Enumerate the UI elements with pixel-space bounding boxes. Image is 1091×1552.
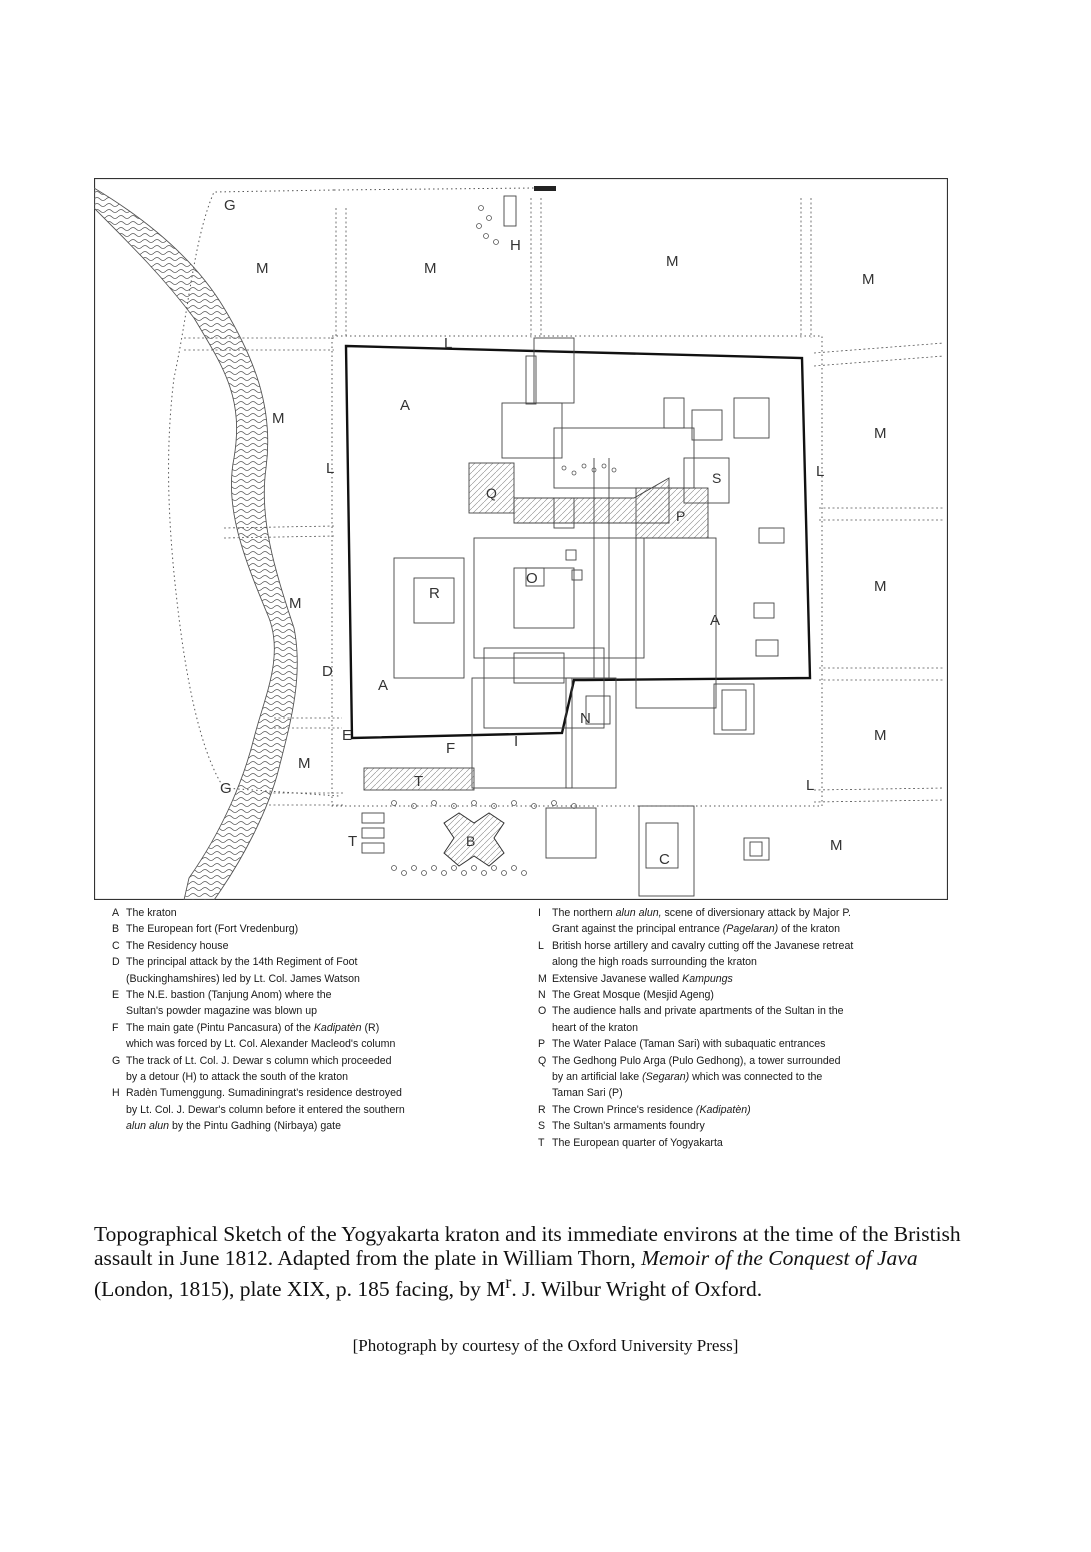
legend-key: B xyxy=(112,923,120,936)
legend-text-part: Kampungs xyxy=(682,972,733,985)
legend-entry xyxy=(538,1069,948,1085)
label-l-north: L xyxy=(444,335,453,352)
legend-text: Sultan's powder magazine was blown up xyxy=(126,1005,318,1018)
legend-left xyxy=(112,905,522,1135)
legend-text-part: (Kadipatèn) xyxy=(695,1103,751,1116)
label-m-8: M xyxy=(874,578,887,595)
legend-text: The N.E. bastion (Tanjung Anom) where the xyxy=(126,989,332,1002)
legend-text: The Residency house xyxy=(126,939,229,952)
legend-entry xyxy=(112,938,522,954)
legend-text: by a detour (H) to attack the south of the kraton xyxy=(126,1071,349,1084)
legend-text xyxy=(552,1102,948,1118)
legend-entry xyxy=(112,987,522,1003)
label-m-5: M xyxy=(272,410,285,427)
label-i: I xyxy=(514,733,519,750)
legend-text xyxy=(126,1118,522,1134)
legend-key: P xyxy=(538,1038,546,1051)
legend-key: D xyxy=(112,956,120,969)
legend-key: Q xyxy=(538,1054,547,1067)
kraton-buildings xyxy=(394,338,784,728)
label-o: O xyxy=(526,570,538,587)
label-n: N xyxy=(580,710,591,727)
legend-text-part: alun alun xyxy=(126,1120,170,1133)
label-m-11: M xyxy=(830,837,843,854)
label-m-9: M xyxy=(298,755,311,772)
legend-entry xyxy=(112,1036,522,1052)
legend-key: C xyxy=(112,939,120,952)
legend-text-part: The Crown Prince's residence xyxy=(552,1103,696,1116)
legend-entry xyxy=(538,1036,948,1052)
legend-entry xyxy=(112,954,522,970)
legend-entry xyxy=(112,1069,522,1085)
legend-key: F xyxy=(112,1021,119,1034)
legend-text-part: Kadipatèn xyxy=(313,1021,362,1034)
legend-entry xyxy=(538,1003,948,1019)
legend-entry xyxy=(538,1020,948,1036)
legend-key: N xyxy=(538,989,546,1002)
legend-entry xyxy=(112,1085,522,1101)
legend-text: The principal attack by the 14th Regiment of Foot xyxy=(126,956,358,969)
legend-entry xyxy=(538,1135,948,1151)
legend-entry xyxy=(112,971,522,987)
label-l-south: L xyxy=(806,777,815,794)
legend-text: Taman Sari (P) xyxy=(552,1087,623,1100)
legend-key: G xyxy=(112,1054,121,1067)
legend-text: by Lt. Col. J. Dewar's column before it entered the southern xyxy=(126,1103,405,1116)
legend-text: The track of Lt. Col. J. Dewar s column which proceeded xyxy=(126,1054,392,1067)
legend-text: heart of the kraton xyxy=(552,1021,638,1034)
label-q: Q xyxy=(486,485,497,501)
legend-text xyxy=(552,905,948,921)
legend-text: which was forced by Lt. Col. Alexander Macleod's column xyxy=(126,1038,396,1051)
legend-entry xyxy=(538,1085,948,1101)
label-l-west: L xyxy=(326,460,335,477)
label-m-7: M xyxy=(289,595,302,612)
legend-text: The Gedhong Pulo Arga (Pulo Gedhong), a tower surrounded xyxy=(552,1054,841,1067)
legend-text-part: (Segaran) xyxy=(642,1071,690,1084)
label-a-3: A xyxy=(378,677,389,694)
legend-text xyxy=(552,921,948,937)
label-f: F xyxy=(446,740,456,757)
label-m-10: M xyxy=(874,727,887,744)
kraton-wall xyxy=(346,346,810,738)
label-m-1: M xyxy=(256,260,269,277)
figure-caption xyxy=(94,1222,974,1301)
legend-key: E xyxy=(112,989,120,1002)
river xyxy=(94,188,297,900)
caption-part1: Topographical Sketch of the Yogyakarta kraton and its immediate environs at the time of the Bristish assault in June 1812. Adapted from the plate in William Thorn, xyxy=(94,1222,961,1270)
kraton-map xyxy=(94,178,948,900)
legend-text: The kraton xyxy=(126,907,177,919)
caption-sup: r xyxy=(505,1272,512,1292)
legend-entry xyxy=(112,1053,522,1069)
label-g-north: G xyxy=(224,197,236,214)
legend-entry xyxy=(538,1118,948,1134)
label-e: E xyxy=(342,727,353,744)
label-m-3: M xyxy=(666,253,679,270)
legend-entry xyxy=(538,1102,948,1118)
label-p: P xyxy=(676,508,686,524)
legend-entry xyxy=(538,938,948,954)
legend-entry xyxy=(538,971,948,987)
legend-key: L xyxy=(538,939,544,952)
label-m-6: M xyxy=(874,425,887,442)
legend-text-part: Extensive Javanese walled xyxy=(552,972,683,985)
label-b: B xyxy=(466,833,476,849)
legend-text-part: by the Pintu Gadhing (Nirbaya) gate xyxy=(169,1120,341,1133)
legend-text-part: by an artificial lake xyxy=(552,1071,643,1084)
caption-part3: . J. Wilbur Wright of Oxford. xyxy=(511,1277,763,1302)
label-a-1: A xyxy=(400,397,411,414)
legend-key: M xyxy=(538,972,547,985)
legend-text xyxy=(552,1069,948,1085)
legend-text: (Buckinghamshires) led by Lt. Col. James Watson xyxy=(126,972,360,985)
label-m-4: M xyxy=(862,271,875,288)
legend-key: S xyxy=(538,1120,546,1133)
legend-entry xyxy=(112,1003,522,1019)
legend-text-part: (R) xyxy=(361,1021,380,1034)
legend-entry xyxy=(538,921,948,937)
legend-text: The Sultan's armaments foundry xyxy=(552,1120,705,1133)
legend-text-part: which was connected to the xyxy=(689,1071,823,1084)
map-labels xyxy=(220,197,887,868)
legend-text: British horse artillery and cavalry cutting off the Javanese retreat xyxy=(552,939,854,952)
caption-part2: (London, 1815), plate XIX, p. 185 facing, by M xyxy=(94,1277,506,1302)
label-a-2: A xyxy=(710,612,721,629)
label-r: R xyxy=(429,585,440,602)
legend-right xyxy=(538,905,948,1151)
legend-entry xyxy=(538,1053,948,1069)
legend-text-part: The main gate (Pintu Pancasura) of the xyxy=(126,1021,314,1034)
legend-text-part: The northern xyxy=(552,907,616,919)
legend-text: The European quarter of Yogyakarta xyxy=(552,1136,723,1149)
legend-entry xyxy=(538,987,948,1003)
legend-text-part: alun alun, xyxy=(615,907,662,919)
gate-h-marker xyxy=(534,186,556,191)
legend-entry xyxy=(112,1118,522,1134)
legend-text: The audience halls and private apartments of the Sultan in the xyxy=(552,1005,844,1018)
legend-entry xyxy=(538,954,948,970)
label-d: D xyxy=(322,663,333,680)
photo-credit: [Photograph by courtesy of the Oxford University Press] xyxy=(352,1336,739,1355)
track-g-north xyxy=(334,188,534,190)
legend-key: T xyxy=(538,1136,545,1149)
label-g-south: G xyxy=(220,780,232,797)
south-structures xyxy=(362,196,769,896)
legend-entry xyxy=(112,921,522,937)
caption-book-title: Memoir of the Conquest of Java xyxy=(641,1246,918,1270)
label-t-1: T xyxy=(414,773,424,790)
legend-text-part: Grant against the principal entrance xyxy=(552,923,723,936)
legend-key: R xyxy=(538,1103,546,1116)
legend-text-part: of the kraton xyxy=(778,923,840,936)
legend-entry xyxy=(112,1020,522,1036)
legend-text: Radèn Tumenggung. Sumadiningrat's residence destroyed xyxy=(126,1087,402,1100)
label-s: S xyxy=(712,470,722,486)
legend-text xyxy=(126,1020,522,1036)
legend-entry xyxy=(112,1102,522,1118)
legend-text-part: (Pagelaran) xyxy=(722,923,779,936)
legend-text: The European fort (Fort Vredenburg) xyxy=(126,923,299,936)
legend-key: H xyxy=(112,1087,120,1100)
legend-key: A xyxy=(112,907,120,919)
legend-entry xyxy=(538,905,948,921)
label-t-2: T xyxy=(348,833,358,850)
legend-text: along the high roads surrounding the kraton xyxy=(552,956,757,969)
label-m-2: M xyxy=(424,260,437,277)
legend-text: The Water Palace (Taman Sari) with subaquatic entrances xyxy=(552,1038,826,1051)
legend-text xyxy=(552,971,948,987)
label-l-east: L xyxy=(816,463,825,480)
legend-key: I xyxy=(538,907,541,919)
legend-key: O xyxy=(538,1005,547,1018)
legend-entry xyxy=(112,905,522,921)
legend-text-part: scene of diversionary attack by Major P. xyxy=(661,907,851,919)
legend-text: The Great Mosque (Mesjid Ageng) xyxy=(552,989,714,1002)
label-c: C xyxy=(659,851,670,868)
label-h: H xyxy=(510,237,521,254)
